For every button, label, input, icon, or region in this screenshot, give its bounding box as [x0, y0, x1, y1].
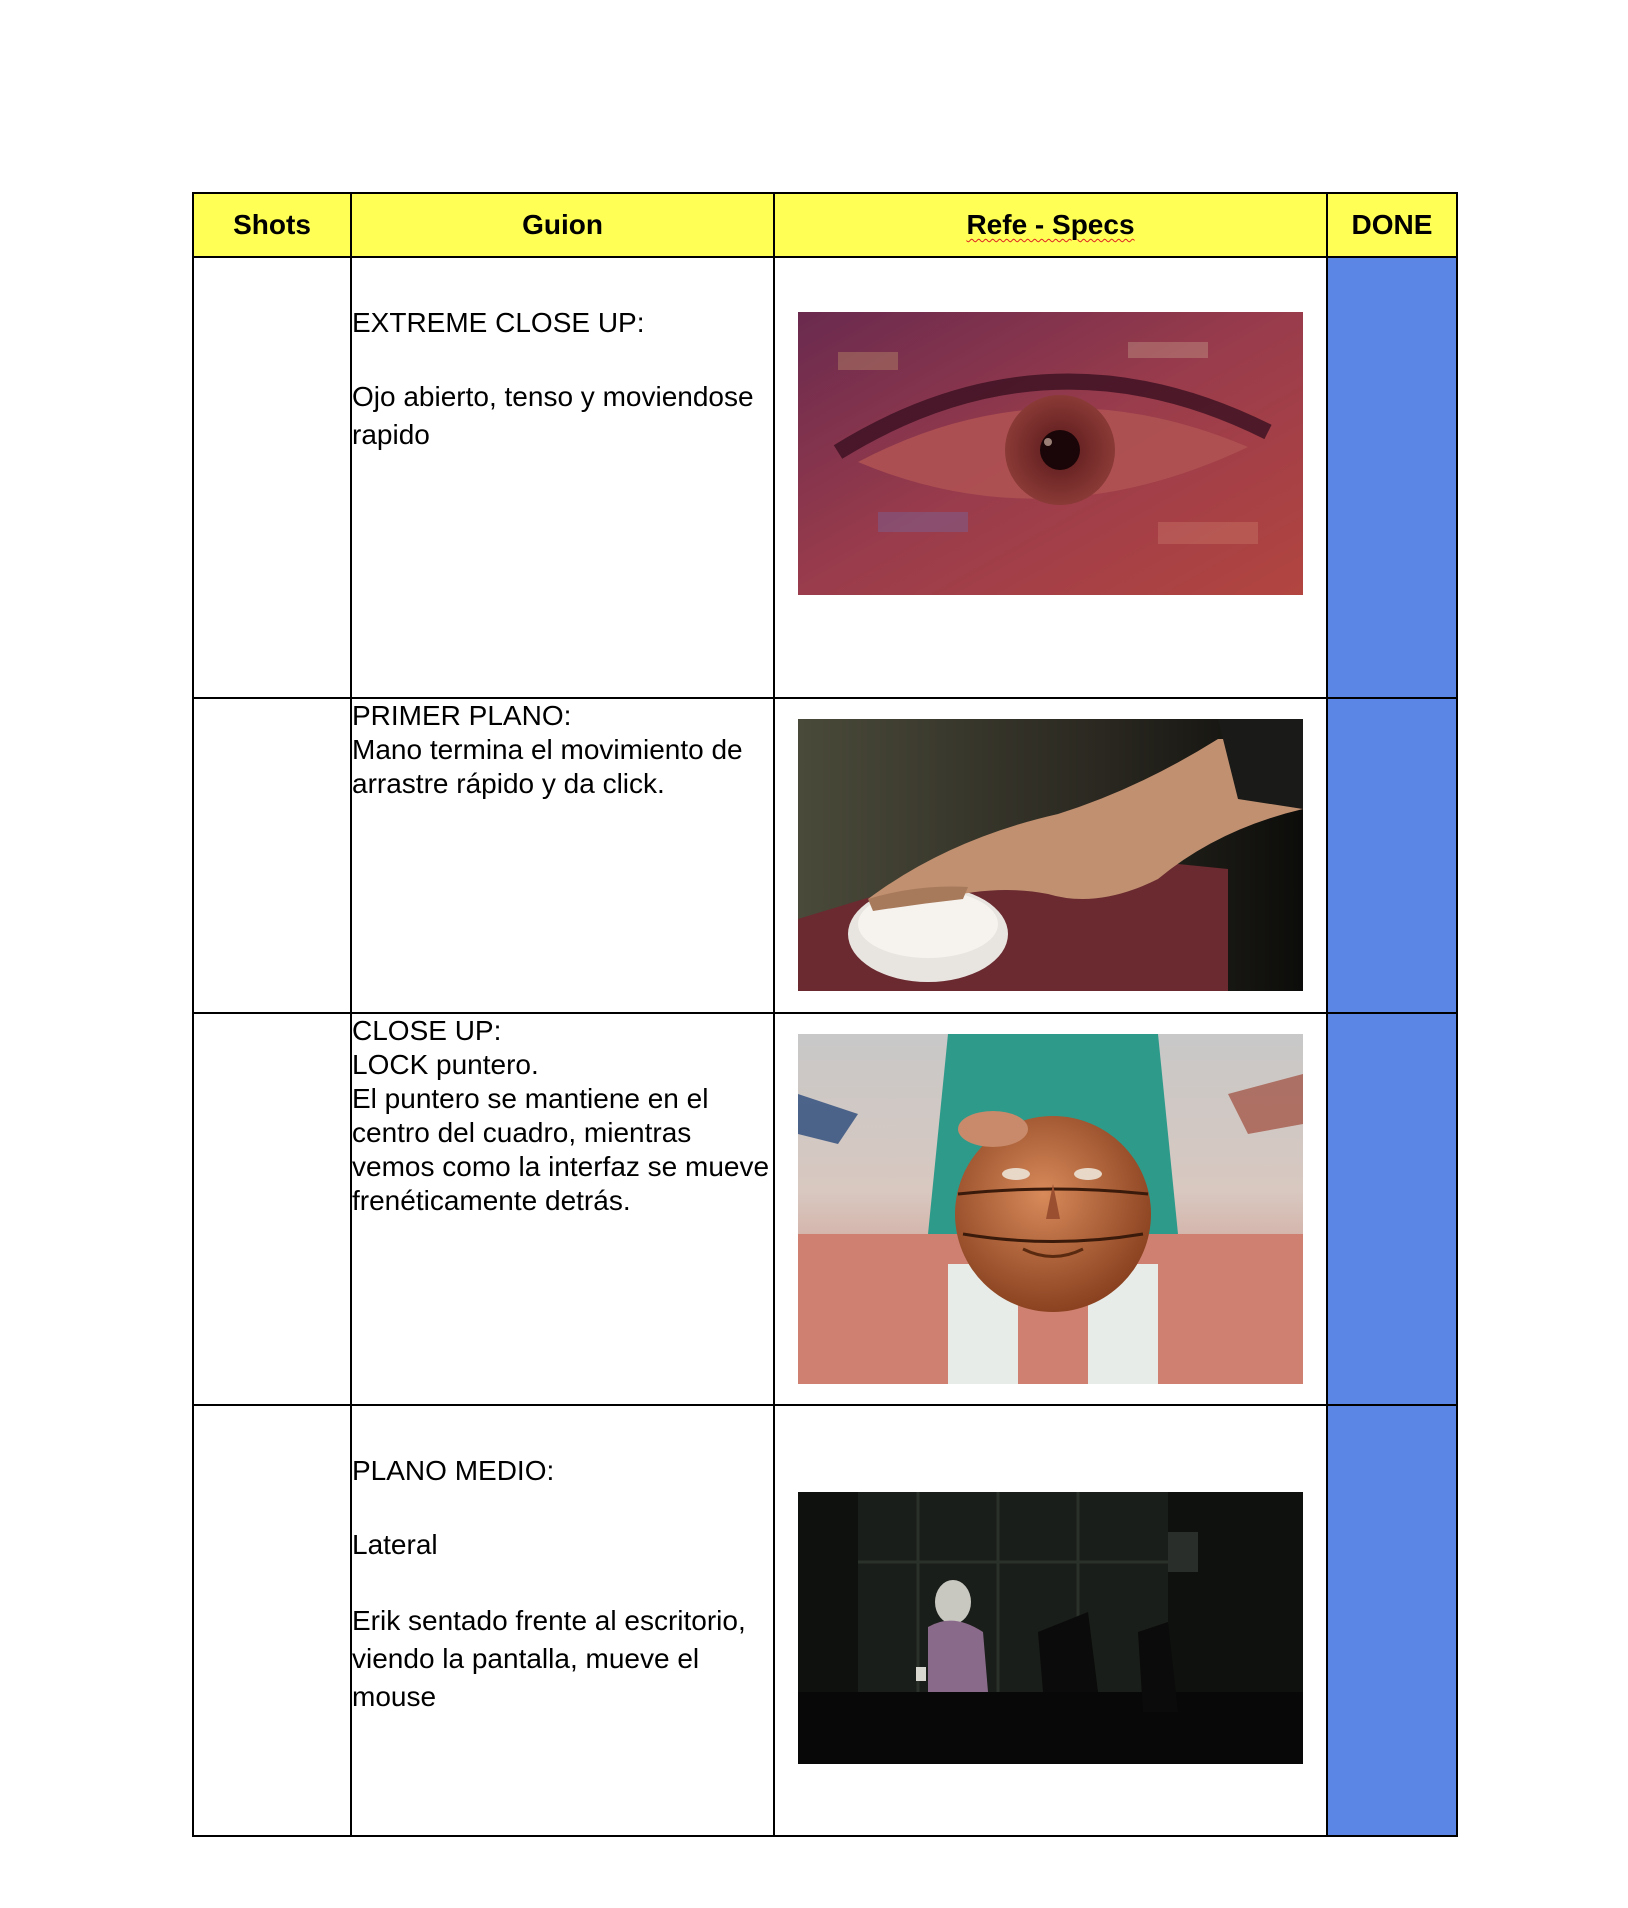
- done-cell[interactable]: [1327, 698, 1457, 1013]
- shot-heading: CLOSE UP:: [352, 1015, 502, 1046]
- shot-description: LOCK puntero.: [352, 1049, 539, 1080]
- done-cell[interactable]: [1327, 1013, 1457, 1405]
- guion-cell[interactable]: [351, 698, 774, 1013]
- header-guion: Guion: [351, 193, 774, 257]
- shot-heading: PRIMER PLANO:: [352, 700, 572, 731]
- guion-cell[interactable]: [351, 257, 774, 698]
- shot-cell[interactable]: [193, 1013, 351, 1405]
- shot-cell[interactable]: [193, 1405, 351, 1836]
- guion-cell[interactable]: [351, 1405, 774, 1836]
- shot-description: Erik sentado frente al escritorio, viendo la pantalla, mueve el mouse: [352, 1605, 746, 1712]
- shot-cell[interactable]: [193, 257, 351, 698]
- eye-closeup-image: [798, 312, 1303, 595]
- table-row: [193, 257, 1457, 698]
- shot-description: El puntero se mantiene en el centro del cuadro, mientras vemos como la interfaz se mueve frenéticamente detrás.: [352, 1083, 770, 1216]
- hand-mouse-image: [798, 719, 1303, 991]
- shot-heading: PLANO MEDIO:: [352, 1455, 555, 1486]
- header-refe-text: Refe - Specs: [966, 209, 1135, 240]
- guion-cell[interactable]: [351, 1013, 774, 1405]
- header-row: [193, 193, 1457, 257]
- shot-description: Ojo abierto, tenso y moviendose rapido: [352, 381, 754, 450]
- header-done: DONE: [1327, 193, 1457, 257]
- reference-cell: [774, 257, 1327, 698]
- table-row: [193, 1405, 1457, 1836]
- office-desk-image: [798, 1492, 1303, 1764]
- reference-cell: [774, 1405, 1327, 1836]
- shot-description: Mano termina el movimiento de arrastre rápido y da click.: [352, 734, 743, 799]
- table-row: [193, 698, 1457, 1013]
- table-row: [193, 1013, 1457, 1405]
- reference-cell: [774, 698, 1327, 1013]
- done-cell[interactable]: [1327, 1405, 1457, 1836]
- header-shots: Shots: [193, 193, 351, 257]
- shot-description: Lateral: [352, 1529, 438, 1560]
- storyboard-table: [192, 192, 1458, 1837]
- header-refe-specs: [774, 193, 1327, 257]
- basketball-face-image: [798, 1034, 1303, 1384]
- done-cell[interactable]: [1327, 257, 1457, 698]
- shot-heading: EXTREME CLOSE UP:: [352, 307, 645, 338]
- shot-cell[interactable]: [193, 698, 351, 1013]
- reference-cell: [774, 1013, 1327, 1405]
